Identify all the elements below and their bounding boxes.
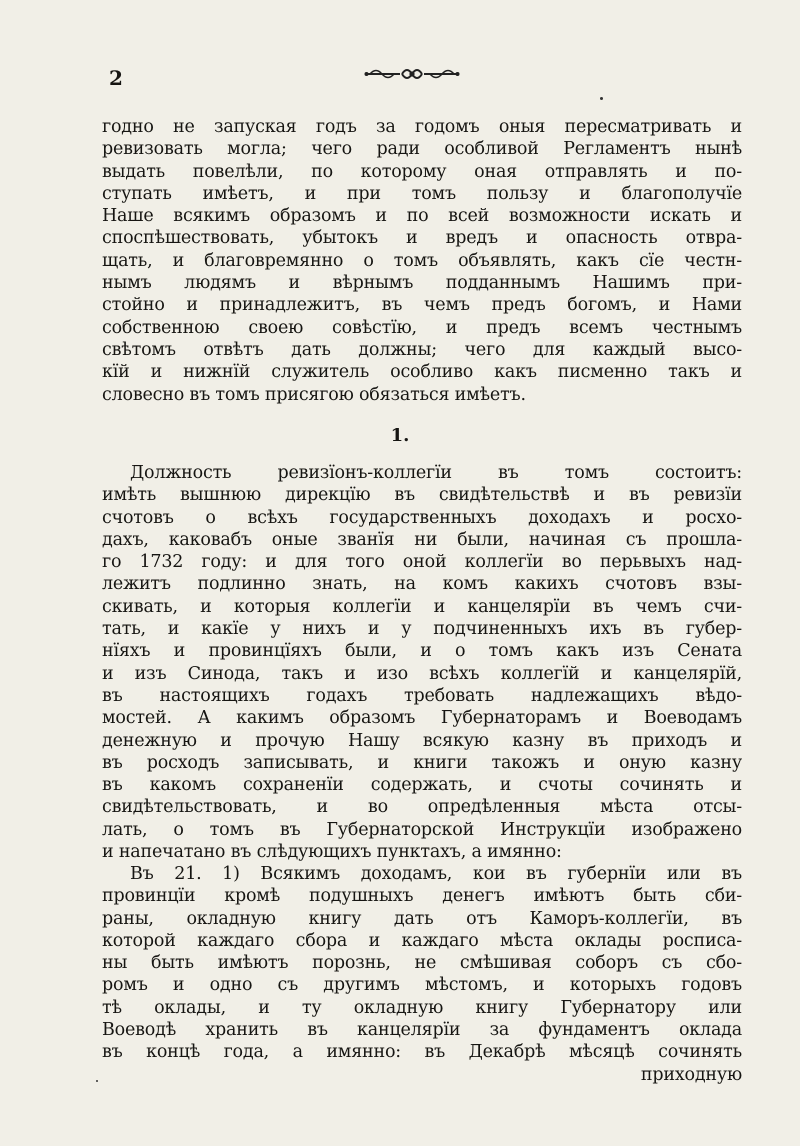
- text-line: свидѣтельствовать, и во опредѣленныя мѣста отсы-: [102, 797, 742, 818]
- text-line: тѣ оклады, и ту окладную книгу Губернатору или: [102, 997, 742, 1018]
- paragraph-duties: [102, 462, 742, 863]
- text-line: го 1732 году: и для того оной коллегїи во перьвыхъ над-: [102, 552, 742, 573]
- text-line: въ настоящихъ годахъ требовать надлежащихъ вѣдо-: [102, 685, 742, 706]
- text-line: щать, и благовремянно о томъ объявлять, какъ сїе честн-: [102, 250, 742, 271]
- text-line: кїй и нижнїй служитель особливо какъ писменно такъ и: [102, 362, 742, 383]
- text-line: споспѣшествовать, убытокъ и вредъ и опасность отвра-: [102, 228, 742, 249]
- text-line: ступать имѣетъ, и при томъ пользу и благополучїе: [102, 183, 742, 204]
- text-line: нїяхъ и провинцїяхъ были, и о томъ какъ изъ Сената: [102, 641, 742, 662]
- page-number: 2: [109, 66, 123, 90]
- text-line: имѣть вышнюю дирекцїю въ свидѣтельствѣ и въ ревизїи: [102, 485, 742, 506]
- catchword: приходную: [640, 1064, 742, 1085]
- text-line: мостей. А какимъ образомъ Губернаторамъ и Воеводамъ: [102, 708, 742, 729]
- text-line: счотовъ о всѣхъ государственныхъ доходахъ и росхо-: [102, 507, 742, 528]
- text-line: скивать, и которыя коллегїи и канцелярїи въ чемъ счи-: [102, 596, 742, 617]
- text-line: ревизовать могла; чего ради особливой Регламентъ нынѣ: [102, 139, 742, 160]
- text-line: ны быть имѣютъ порознь, не смѣшивая соборъ съ сбо-: [102, 953, 742, 974]
- text-line: провинцїи кромѣ подушныхъ денегъ имѣютъ быть сби-: [102, 886, 742, 907]
- text-line: которой каждаго сбора и каждаго мѣста оклады росписа-: [102, 930, 742, 951]
- text-line: въ какомъ сохраненїи содержать, и счоты сочинять и: [102, 775, 742, 796]
- text-line: въ концѣ года, а имянно: въ Декабрѣ мѣсяцѣ сочинять: [102, 1042, 742, 1063]
- header-ornament: [364, 64, 460, 84]
- text-line: въ росходъ записывать, и книги такожъ и оную казну: [102, 752, 742, 773]
- paragraph-continuation: [102, 116, 742, 406]
- text-line: и напечатано въ слѣдующихъ пунктахъ, а имянно:: [102, 842, 562, 863]
- text-line: лежитъ подлинно знать, на комъ какихъ счотовъ взы-: [102, 574, 742, 595]
- text-line: и изъ Синода, такъ и изо всѣхъ коллегїй и канцелярїй,: [102, 663, 742, 684]
- text-line: раны, окладную книгу дать отъ Каморъ-коллегїи, въ: [102, 908, 742, 929]
- text-line: денежную и прочую Нашу всякую казну въ приходъ и: [102, 730, 742, 751]
- text-line: стойно и принадлежитъ, въ чемъ предъ богомъ, и Нами: [102, 295, 742, 316]
- print-speck: [96, 1080, 98, 1082]
- text-line: нымъ людямъ и вѣрнымъ подданнымъ Нашимъ при-: [102, 273, 742, 294]
- text-line: Въ 21. 1) Всякимъ доходамъ, кои въ губернїи или въ: [130, 864, 742, 884]
- section-number: 1.: [390, 425, 410, 446]
- text-line: свѣтомъ отвѣтъ дать должны; чего для каждый высо-: [102, 339, 742, 360]
- text-line: выдать повелѣли, по которому оная отправлять и по-: [102, 161, 742, 182]
- text-line: Воеводѣ хранить въ канцелярїи за фундаментъ оклада: [102, 1020, 742, 1041]
- text-line: Наше всякимъ образомъ и по всей возможности искать и: [102, 206, 742, 227]
- paragraph-article-21: [102, 863, 742, 1086]
- text-line: собственною своею совѣстїю, и предъ всемъ честнымъ: [102, 317, 742, 338]
- text-line: словесно въ томъ присягою обязаться имѣетъ.: [102, 384, 526, 405]
- text-line: Должность ревизїонъ-коллегїи въ томъ состоитъ:: [130, 463, 742, 483]
- text-line: ромъ и одно съ другимъ мѣстомъ, и которыхъ годовъ: [102, 975, 742, 996]
- text-line: годно не запуская годъ за годомъ оныя пересматривать и: [102, 117, 742, 137]
- text-line: тать, и какїе у нихъ и у подчиненныхъ ихъ въ губер-: [102, 619, 742, 640]
- text-line: лать, о томъ въ Губернаторской Инструкцїи изображено: [102, 819, 742, 840]
- text-line: дахъ, каковабъ оные званїя ни были, начиная съ прошла-: [102, 529, 742, 550]
- print-speck: [600, 97, 603, 100]
